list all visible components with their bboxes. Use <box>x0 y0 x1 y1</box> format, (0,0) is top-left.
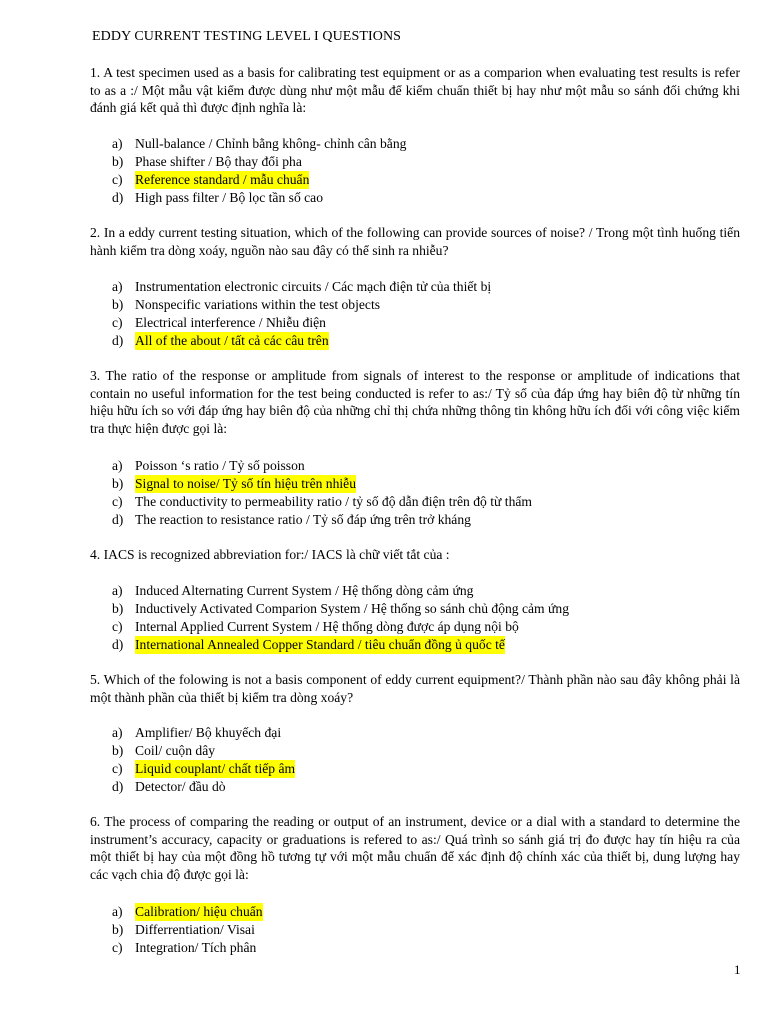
option-label: b) <box>112 154 124 169</box>
option-text: Electrical interference / Nhiễu điện <box>135 315 326 330</box>
question-1-option-a <box>112 135 406 153</box>
question-5-text: 5. Which of the folowing is not a basis component of eddy current equipment?/ Thành phần nào sau đây không phải là một thành phần của thiết bị kiểm tra dòng xoáy? <box>90 672 740 705</box>
option-label: a) <box>112 904 123 919</box>
option-label: c) <box>112 619 123 634</box>
option-text: Integration/ Tích phân <box>135 940 257 955</box>
option-label: c) <box>112 315 123 330</box>
question-4-option-a <box>112 582 473 600</box>
option-label: d) <box>112 190 124 205</box>
option-text: Coil/ cuộn dây <box>135 743 216 758</box>
option-text: The reaction to resistance ratio / Tỷ số đáp ứng trên trở kháng <box>135 512 471 527</box>
question-1-option-b <box>112 153 302 171</box>
option-label: a) <box>112 136 123 151</box>
question-6-text: 6. The process of comparing the reading or output of an instrument, device or a dial with a standard to determine the instrument’s accuracy, capacity or graduations is refered to as:/ Quá trình so sánh giá trị đo được hay tín hiệu ra của một thiết bị hay của một đồng hồ tương tự với một mẫu chuẩn để xác định độ chính xác của thiết bị, dung lượng hay các vạch chia độ được gọi là: <box>90 814 740 882</box>
document-title: EDDY CURRENT TESTING LEVEL I QUESTIONS <box>92 29 402 44</box>
option-label: d) <box>112 779 124 794</box>
question-1-text: 1. A test specimen used as a basis for calibrating test equipment or as a comparion when evaluating test results is refer to as a :/ Một mẫu vật kiểm được dùng như một mẫu để kiểm chuẩn thiết bị hay như một mẫu so sánh đối chứng khi đánh giá kết quả thì được định nghĩa là: <box>90 65 740 116</box>
option-text: Phase shifter / Bộ thay đổi pha <box>135 154 302 169</box>
option-text: Amplifier/ Bộ khuyếch đại <box>135 725 282 740</box>
option-label: b) <box>112 743 124 758</box>
option-label: b) <box>112 601 124 616</box>
option-text: Inductively Activated Comparion System / Hệ thống so sánh chủ động cảm ứng <box>135 601 569 616</box>
option-label: d) <box>112 333 124 348</box>
question-2-text: 2. In a eddy current testing situation, which of the following can provide sources of noise? / Trong một tình huống tiến hành kiểm tra dòng xoáy, nguồn nào sau đây có thể sinh ra nhiễu? <box>90 225 740 258</box>
question-2-option-d-correct-answer <box>112 332 329 350</box>
highlighted-answer-text: Liquid couplant/ chất tiếp âm <box>135 761 296 776</box>
question-5-option-c-correct-answer <box>112 760 295 778</box>
option-label: a) <box>112 725 123 740</box>
option-text: Instrumentation electronic circuits / Các mạch điện tử của thiết bị <box>135 279 492 294</box>
question-3-text: 3. The ratio of the response or amplitude from signals of interest to the response or amplitude of indications that contain no useful information for the test being conducted is refer to as:/ Tỷ số của đáp ứng hay biên độ từ những tín hiệu hữu ích so với đáp ứng hay biên độ của những chỉ thị chứa những thông tin không hữu ích đối với công việc kiểm tra thực hiện được gọi là: <box>90 368 740 436</box>
option-label: a) <box>112 279 123 294</box>
option-text: Poisson ‘s ratio / Tỷ số poisson <box>135 458 305 473</box>
option-label: c) <box>112 940 123 955</box>
question-2-option-a <box>112 278 491 296</box>
question-4-option-b <box>112 600 569 618</box>
option-label: a) <box>112 458 123 473</box>
option-text: Induced Alternating Current System / Hệ thống dòng cảm ứng <box>135 583 474 598</box>
option-label: b) <box>112 922 124 937</box>
question-3-option-d <box>112 511 471 529</box>
question-5-option-d <box>112 778 226 796</box>
question-1-option-c-correct-answer <box>112 171 309 189</box>
option-label: b) <box>112 476 124 491</box>
highlighted-answer-text: Reference standard / mẫu chuẩn <box>135 172 310 187</box>
option-text: High pass filter / Bộ lọc tần số cao <box>135 190 324 205</box>
question-4-option-d-correct-answer <box>112 636 505 654</box>
question-4-text: 4. IACS is recognized abbreviation for:/ IACS là chữ viết tắt của : <box>90 547 450 562</box>
question-3-option-b-correct-answer <box>112 475 356 493</box>
option-label: c) <box>112 172 123 187</box>
question-4-option-c <box>112 618 519 636</box>
highlighted-answer-text: Signal to noise/ Tỷ số tín hiệu trên nhiễu <box>135 476 357 491</box>
question-6-option-c <box>112 939 256 957</box>
option-text: The conductivity to permeability ratio / tỷ số độ dẫn điện trên độ từ thẩm <box>135 494 532 509</box>
option-text: Null-balance / Chỉnh bằng không- chỉnh cân bằng <box>135 136 407 151</box>
question-5-option-b <box>112 742 215 760</box>
option-text: Internal Applied Current System / Hệ thống dòng được áp dụng nội bộ <box>135 619 519 634</box>
question-2-option-c <box>112 314 326 332</box>
option-text: Nonspecific variations within the test objects <box>135 297 381 312</box>
option-label: d) <box>112 512 124 527</box>
option-label: d) <box>112 637 124 652</box>
option-label: a) <box>112 583 123 598</box>
option-label: c) <box>112 761 123 776</box>
question-1-option-d <box>112 189 323 207</box>
option-label: c) <box>112 494 123 509</box>
option-text: Differrentiation/ Visai <box>135 922 255 937</box>
question-3-option-a <box>112 457 305 475</box>
option-label: b) <box>112 297 124 312</box>
option-text: Detector/ đầu dò <box>135 779 226 794</box>
question-5-option-a <box>112 724 281 742</box>
question-6-option-a-correct-answer <box>112 903 263 921</box>
page-number: 1 <box>734 962 741 977</box>
question-6-option-b <box>112 921 255 939</box>
highlighted-answer-text: Calibration/ hiệu chuẩn <box>135 904 263 919</box>
question-2-option-b <box>112 296 380 314</box>
highlighted-answer-text: International Annealed Copper Standard / tiêu chuẩn đồng ủ quốc tế <box>135 637 505 652</box>
question-3-option-c <box>112 493 532 511</box>
highlighted-answer-text: All of the about / tất cả các câu trên <box>135 333 329 348</box>
